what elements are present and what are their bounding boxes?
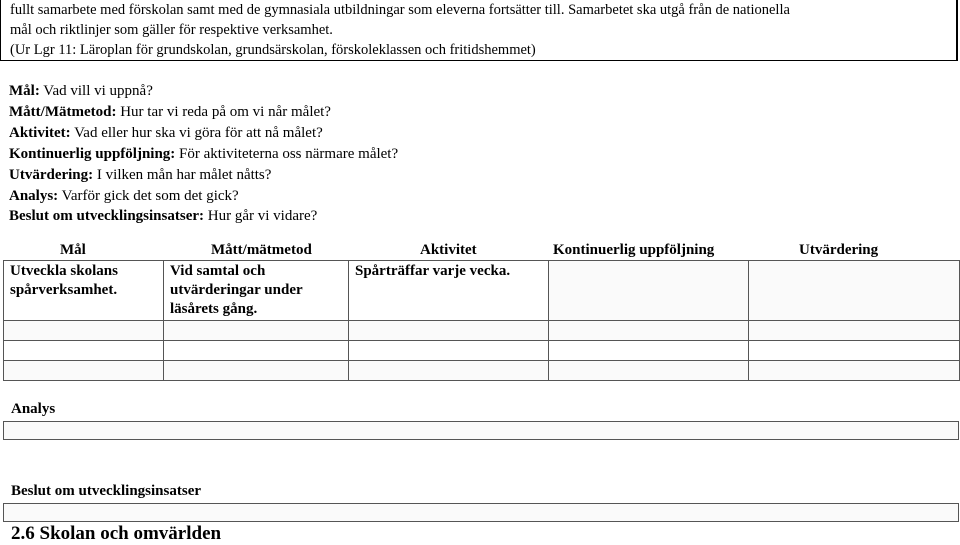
- section-title: 2.6 Skolan och omvärlden: [11, 523, 222, 544]
- definition-text: Vad vill vi uppnå?: [39, 83, 153, 99]
- intro-text-box: [0, 0, 958, 61]
- definition-text: Hur tar vi reda på om vi når målet?: [116, 103, 331, 120]
- cell-empty[interactable]: [749, 361, 960, 381]
- definition-utvardering: [9, 165, 398, 186]
- table-row: [4, 361, 960, 381]
- header-mal: Mål: [60, 242, 86, 258]
- definition-mal: [9, 81, 398, 102]
- table-row: [4, 261, 960, 321]
- table-row: [4, 341, 960, 361]
- cell-uppfoljning[interactable]: [549, 261, 749, 321]
- cell-empty[interactable]: [749, 321, 960, 341]
- cell-empty[interactable]: [164, 361, 349, 381]
- intro-line-1: fullt samarbete med förskolan samt med de gymnasiala utbildningar som eleverna fortsätter till. Samarbetet ska utgå från de nationella: [10, 2, 790, 18]
- header-matt: Mått/mätmetod: [211, 242, 312, 258]
- cell-empty[interactable]: [349, 321, 549, 341]
- table-row: [4, 321, 960, 341]
- definition-term: Aktivitet:: [9, 124, 71, 141]
- definition-analys: [9, 186, 398, 207]
- header-utvardering: Utvärdering: [799, 242, 879, 258]
- intro-line-2: mål och riktlinjer som gäller för respektive verksamhet.: [10, 22, 333, 38]
- cell-empty[interactable]: [549, 361, 749, 381]
- cell-empty[interactable]: [4, 321, 164, 341]
- definition-text: I vilken mån har målet nåtts?: [93, 166, 272, 183]
- cell-matt[interactable]: Vid samtal och utvärderingar under läsårets gång.: [164, 261, 349, 321]
- cell-empty[interactable]: [549, 321, 749, 341]
- cell-empty[interactable]: [4, 341, 164, 361]
- definition-beslut: [9, 206, 398, 227]
- intro-line-3: (Ur Lgr 11: Läroplan för grundskolan, grundsärskolan, förskoleklassen och fritidshemmet): [10, 42, 536, 58]
- cell-empty[interactable]: [349, 361, 549, 381]
- cell-mal[interactable]: Utveckla skolans spårverksamhet.: [4, 261, 164, 321]
- header-aktivitet: Aktivitet: [420, 242, 477, 258]
- cell-empty[interactable]: [4, 361, 164, 381]
- cell-empty[interactable]: [164, 321, 349, 341]
- definition-term: Utvärdering:: [9, 166, 94, 183]
- definition-text: Hur går vi vidare?: [204, 208, 318, 225]
- cell-empty[interactable]: [549, 341, 749, 361]
- cell-aktivitet[interactable]: Spårträffar varje vecka.: [349, 261, 549, 321]
- analys-label: Analys: [11, 401, 56, 417]
- definition-aktivitet: [9, 123, 398, 144]
- definition-term: Kontinuerlig uppföljning:: [9, 145, 176, 162]
- definition-text: Varför gick det som det gick?: [58, 187, 239, 204]
- definition-text: För aktiviteterna oss närmare målet?: [175, 145, 399, 162]
- cell-empty[interactable]: [164, 341, 349, 361]
- definition-term: Mål:: [9, 83, 40, 99]
- beslut-label: Beslut om utvecklingsinsatser: [11, 483, 202, 499]
- analys-field[interactable]: [3, 421, 959, 440]
- definition-term: Mått/Mätmetod:: [9, 103, 117, 120]
- plan-table: [3, 260, 960, 381]
- cell-utvardering[interactable]: [749, 261, 960, 321]
- definition-term: Beslut om utvecklingsinsatser:: [9, 208, 204, 225]
- definition-term: Analys:: [9, 187, 59, 204]
- definitions-list: [9, 81, 398, 227]
- definition-text: Vad eller hur ska vi göra för att nå målet?: [70, 124, 323, 141]
- header-uppfoljning: Kontinuerlig uppföljning: [553, 242, 715, 258]
- definition-matt: [9, 102, 398, 123]
- cell-empty[interactable]: [349, 341, 549, 361]
- definition-uppfoljning: [9, 144, 398, 165]
- cell-empty[interactable]: [749, 341, 960, 361]
- beslut-field[interactable]: [3, 503, 959, 522]
